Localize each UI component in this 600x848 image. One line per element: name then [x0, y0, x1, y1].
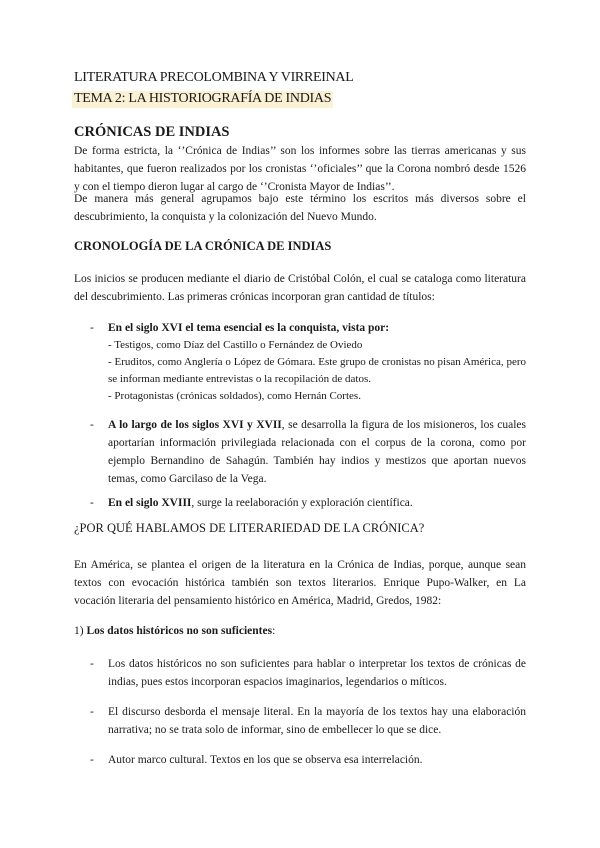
item-sub-testigos: - Testigos, como Díaz del Castillo o Fernández de Oviedo: [108, 339, 363, 351]
item-text: , se desarrolla la figura de los misioneros, los cuales aportarían información privilegiada relacionada con el corpus de la corona, como por ejemplo Bernandino de Sahagún. También hay indios y mestizos que aportan nuevos temas, como Garcilaso de la Vega.: [108, 419, 526, 485]
topic-title: TEMA 2: LA HISTORIOGRAFÍA DE INDIAS: [74, 91, 332, 106]
course-title: LITERATURA PRECOLOMBINA Y VIRREINAL: [74, 70, 354, 85]
list-dash: -: [90, 658, 94, 670]
section-heading-cronologia: CRONOLOGÍA DE LA CRÓNICA DE INDIAS: [74, 239, 332, 253]
section-heading-cronicas: CRÓNICAS DE INDIAS: [74, 124, 230, 140]
list-item-autor: Autor marco cultural. Textos en los que se observa esa interrelación.: [108, 754, 423, 766]
list-item-siglo-xvi: [108, 319, 526, 337]
cronologia-intro: Los inicios se producen mediante el diario de Cristóbal Colón, el cual se cataloga como literatura del descubrimiento. Las primeras crónicas incorporan gran cantidad de títulos:: [74, 273, 526, 303]
item-bold-text: En el siglo XVI el tema esencial es la conquista, vista por:: [108, 322, 390, 334]
literariedad-intro: En América, se plantea el origen de la literatura en la Crónica de Indias, porque, aunque sean textos con evocación histórica también son textos literarios. Enrique Pupo-Walker, en La vocación literaria del pensamiento histórico en América, Madrid, Gredos, 1982:: [74, 559, 526, 607]
list-dash: -: [90, 754, 94, 766]
section-heading-literariedad: ¿POR QUÉ HABLAMOS DE LITERARIEDAD DE LA CRÓNICA?: [74, 521, 425, 535]
point-bold-text: Los datos históricos no son suficientes: [86, 625, 273, 637]
list-item-siglos-xvi-xvii: [108, 416, 526, 488]
item-bold-text: A lo largo de los siglos XVI y XVII: [108, 419, 282, 431]
item-sub-eruditos: - Eruditos, como Anglería o López de Gómara. Este grupo de cronistas no pisan América, pero se informan mediante entrevistas o la recopilación de datos.: [108, 356, 526, 385]
list-dash: -: [90, 497, 94, 509]
list-dash: -: [90, 706, 94, 718]
point-colon: :: [272, 625, 276, 637]
list-item-discurso: El discurso desborda el mensaje literal. En la mayoría de los textos hay una elaboración narrativa; no se trata solo de informar, sino de embellecer lo que se dice.: [108, 706, 526, 736]
cronicas-paragraph-1: De forma estricta, la ‘’Crónica de Indias’’ son los informes sobre las tierras americanas y sus habitantes, que fueron realizados por los cronistas ‘’oficiales’’ que la Corona nombró desde 1526 y con el tiempo dieron lugar al cargo de ‘’Cronista Mayor de Indias’’.: [74, 145, 526, 193]
list-item-siglo-xviii: [108, 494, 526, 512]
cronicas-paragraph-2: De manera más general agrupamos bajo este término los escritos más diversos sobre el descubrimiento, la conquista y la colonización del Nuevo Mundo.: [74, 193, 526, 223]
list-dash: -: [90, 419, 94, 431]
item-bold-text: En el siglo XVIII: [108, 497, 192, 509]
point-heading: [74, 622, 526, 640]
point-number: 1): [74, 625, 87, 637]
item-text: , surge la reelaboración y exploración científica.: [191, 497, 413, 509]
list-dash: -: [90, 322, 94, 334]
list-item-datos: Los datos históricos no son suficientes para hablar o interpretar los textos de crónicas de indias, pues estos incorporan espacios imaginarios, legendarios o míticos.: [108, 658, 526, 688]
item-sub-protagonistas: - Protagonistas (crónicas soldados), como Hernán Cortes.: [108, 390, 361, 402]
